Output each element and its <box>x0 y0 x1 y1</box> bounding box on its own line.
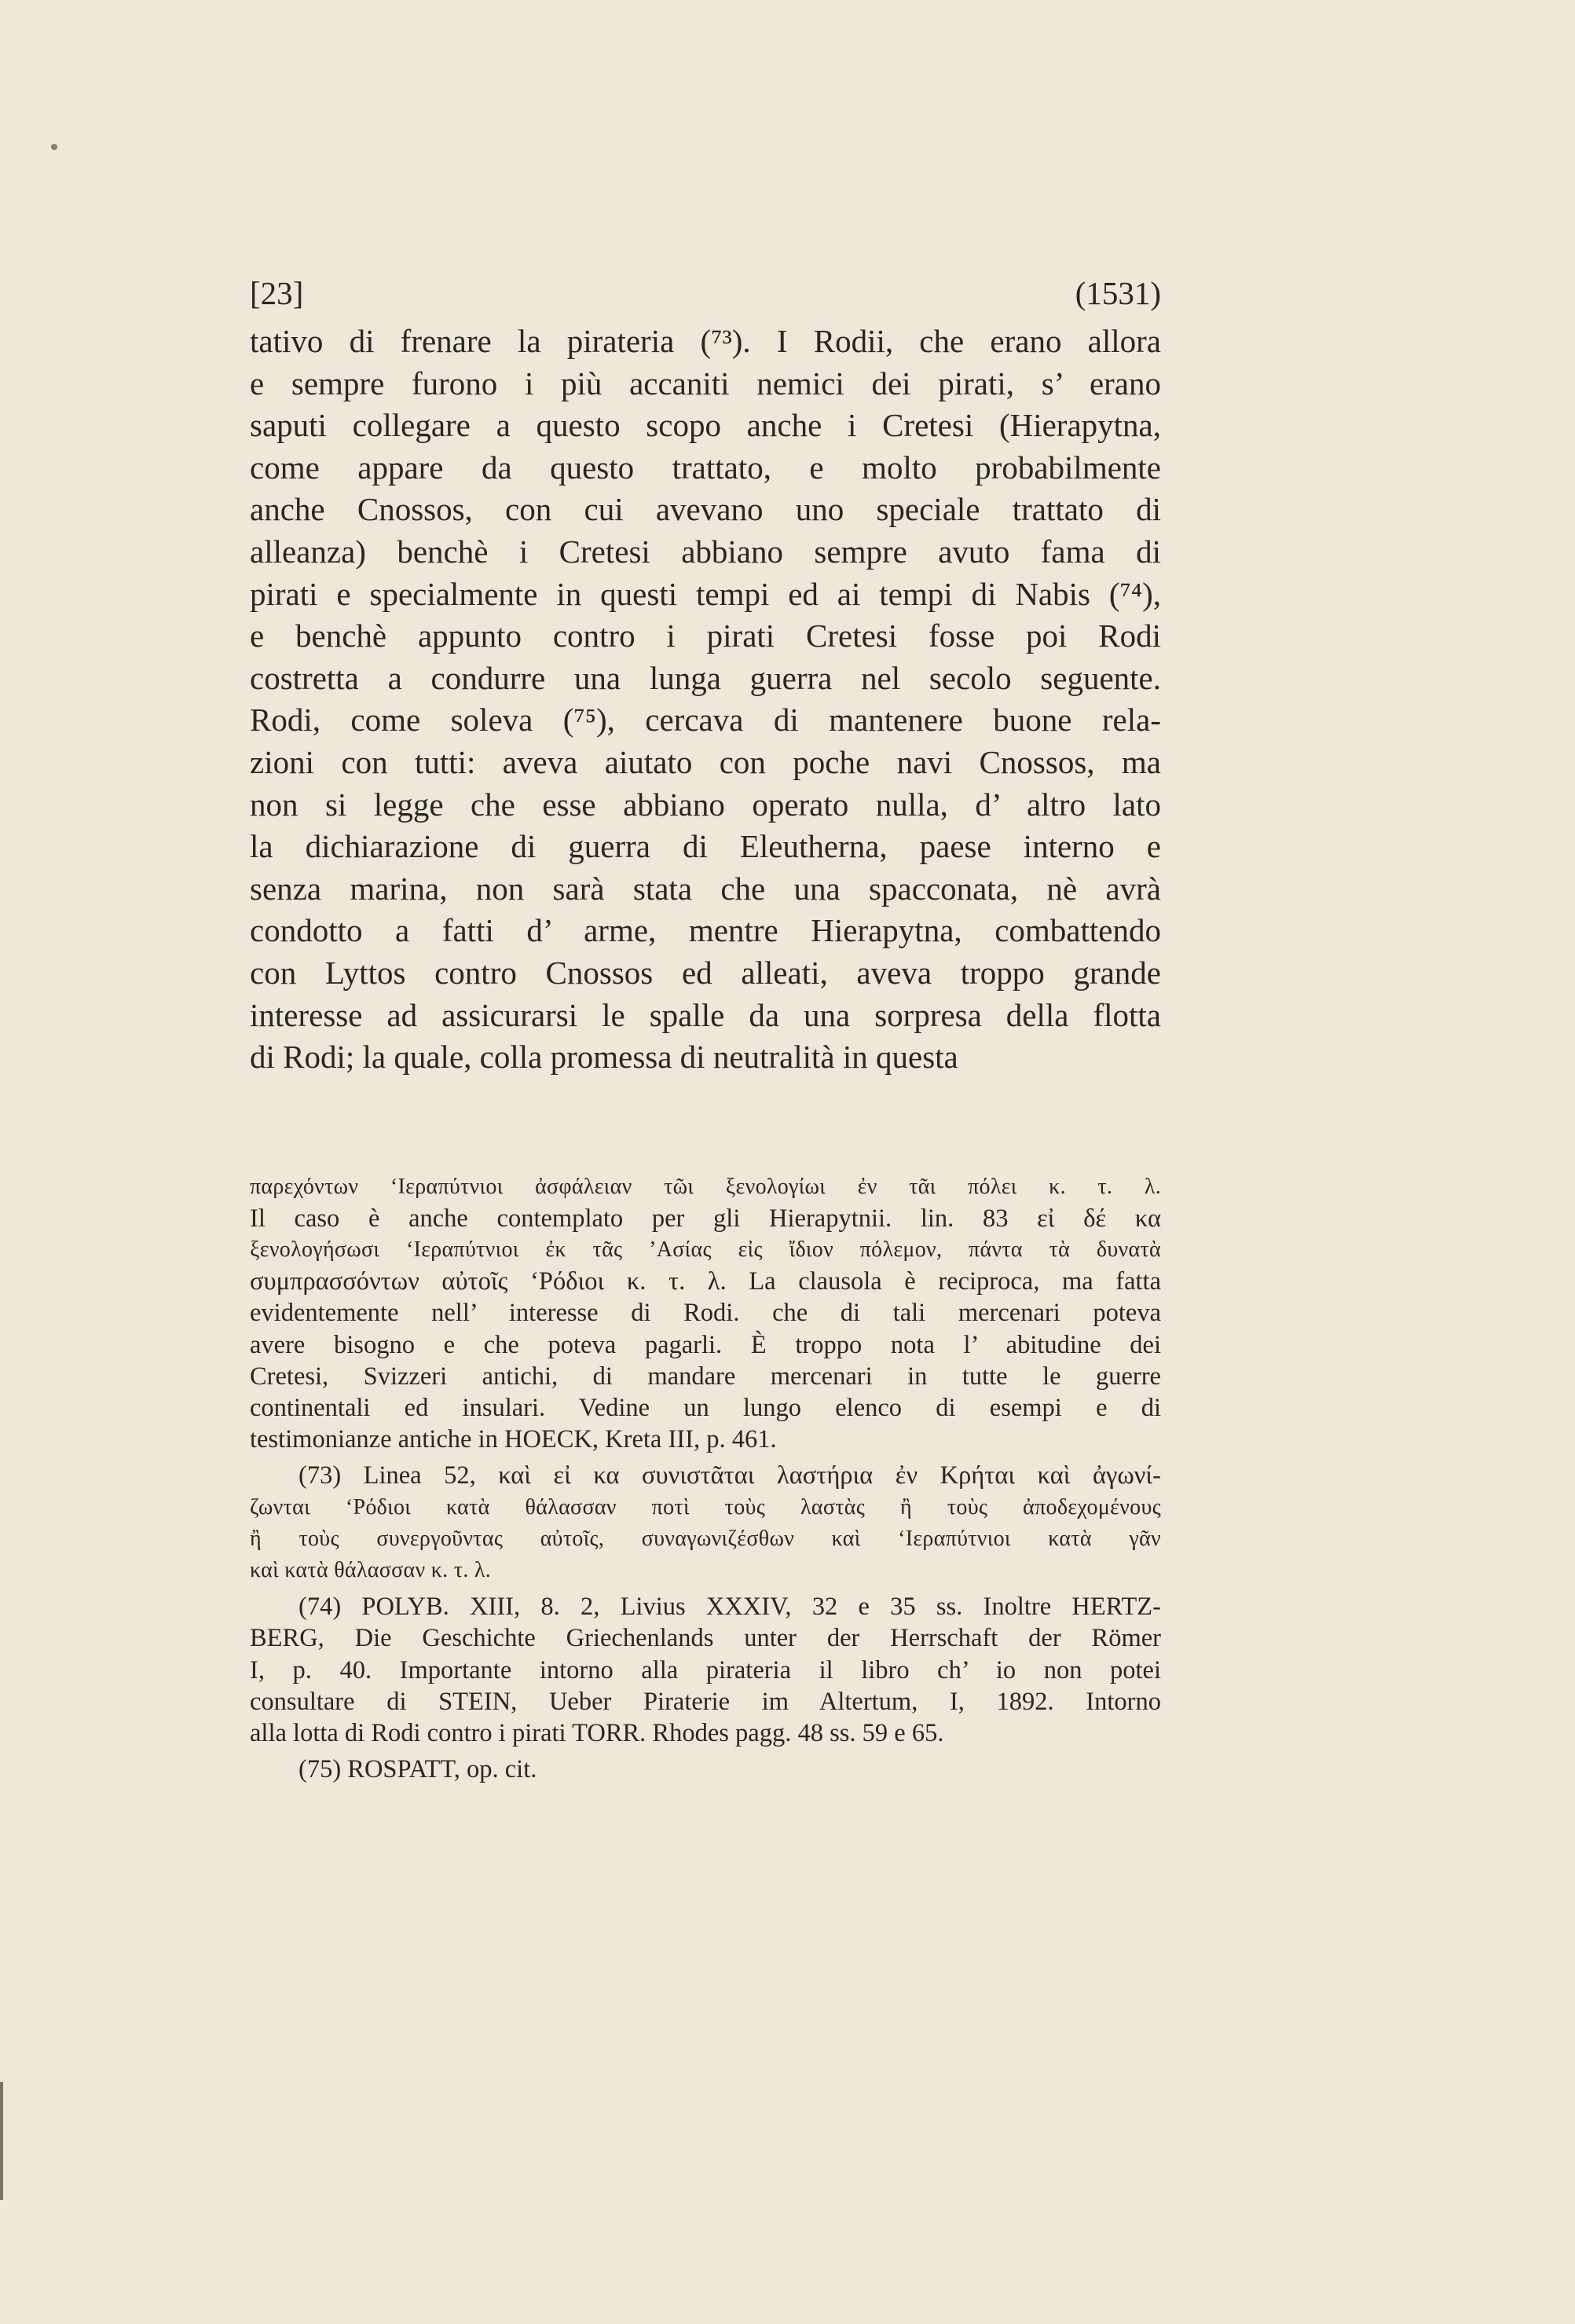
body-line: tativo di frenare la pirateria (⁷³). I Rodii, che erano allora <box>250 323 1161 359</box>
paper-stain <box>51 144 57 150</box>
body-line: con Lyttos contro Cnossos ed alleati, aveva troppo grande <box>250 954 1161 991</box>
footnote-75 <box>250 1754 1161 1785</box>
page-number-left: [23] <box>250 275 304 311</box>
body-line: di Rodi; la quale, colla promessa di neutralità in questa <box>250 1039 958 1076</box>
footnote-line: (75) ROSPATT, op. cit. <box>299 1755 537 1784</box>
footnote-continuation <box>250 1171 1161 1456</box>
footnote-line: συμπρασσόντων αὐτοῖς ‘Ρόδιοι κ. τ. λ. La clausola è reciproca, ma fatta <box>250 1267 1161 1296</box>
body-line: la dichiarazione di guerra di Eleutherna, paese interno e <box>250 828 1161 865</box>
footnote-line: I, p. 40. Importante intorno alla pirateria il libro ch’ io non potei <box>250 1655 1161 1684</box>
body-line: zioni con tutti: aveva aiutato con poche navi Cnossos, ma <box>250 743 1161 780</box>
body-line: non si legge che esse abbiano operato nulla, d’ altro lato <box>250 786 1161 823</box>
body-line: alleanza) benchè i Cretesi abbiano sempre avuto fama di <box>250 533 1161 570</box>
body-text <box>250 321 1161 1079</box>
body-line: interesse ad assicurarsi le spalle da una sorpresa della flotta <box>250 996 1161 1033</box>
body-line: anche Cnossos, con cui avevano uno speciale trattato di <box>250 491 1161 528</box>
footnote-line: (73) Linea 52, καὶ εἰ κα συνιστᾶται λαστήρια ἐν Κρήται καὶ ἀγωνί- <box>299 1461 1161 1490</box>
footnote-line: ξενολογήσωσι ‘Ιεραπύτνιοι ἐκ τᾶς ’Ασίας εἰς ἴδιον πόλεμον, πάντα τὰ δυνατὰ <box>250 1237 1161 1263</box>
body-line: Rodi, come soleva (⁷⁵), cercava di mantenere buone rela- <box>250 702 1161 739</box>
footnote-74 <box>250 1591 1161 1749</box>
body-line: e sempre furono i più accaniti nemici dei pirati, s’ erano <box>250 365 1161 401</box>
body-line: saputi collegare a questo scopo anche i Cretesi (Hierapytna, <box>250 407 1161 444</box>
footnote-line: (74) POLYB. XIII, 8. 2, Livius XXXIV, 32 e 35 ss. Inoltre HERTZ- <box>299 1593 1161 1622</box>
footnote-line: Il caso è anche contemplato per gli Hierapytnii. lin. 83 εἰ δέ κα <box>250 1204 1161 1233</box>
footnote-line: BERG, Die Geschichte Griechenlands unter der Herrschaft der Römer <box>250 1624 1161 1653</box>
footnote-line: Cretesi, Svizzeri antichi, di mandare mercenari in tutte le guerre <box>250 1362 1161 1391</box>
body-line: come appare da questo trattato, e molto probabilmente <box>250 449 1161 486</box>
footnote-line: avere bisogno e che poteva pagarli. È troppo nota l’ abitudine dei <box>250 1330 1161 1359</box>
body-line: condotto a fatti d’ arme, mentre Hierapytna, combattendo <box>250 912 1161 949</box>
footnote-line: continentali ed insulari. Vedine un lungo elenco di esempi e di <box>250 1394 1161 1422</box>
footnotes <box>250 1171 1161 1786</box>
footnote-line: ἢ τοὺς συνεργοῦντας αὐτοῖς, συναγωνιζέσθων καὶ ‘Ιεραπύτνιοι κατὰ γᾶν <box>250 1526 1161 1551</box>
body-line: e benchè appunto contro i pirati Cretesi fosse poi Rodi <box>250 618 1161 654</box>
running-header <box>250 273 1161 314</box>
body-line: costretta a condurre una lunga guerra nel secolo seguente. <box>250 659 1161 696</box>
footnote-line: testimonianze antiche in HOECK, Kreta III, p. 461. <box>250 1425 777 1454</box>
footnote-line: consultare di STEIN, Ueber Piraterie im Altertum, I, 1892. Intorno <box>250 1687 1161 1716</box>
page-content <box>250 273 1161 1785</box>
body-line: senza marina, non sarà stata che una spacconata, nè avrà <box>250 870 1161 907</box>
footnote-73 <box>250 1460 1161 1586</box>
binding-edge <box>0 2082 3 2200</box>
footnote-line: παρεχόντων ‘Ιεραπύτνιοι ἀσφάλειαν τῶι ξενολογίωι ἐν τᾶι πόλει κ. τ. λ. <box>250 1174 1161 1199</box>
body-line: pirati e specialmente in questi tempi ed ai tempi di Nabis (⁷⁴), <box>250 575 1161 612</box>
footnote-line: evidentemente nell’ interesse di Rodi. che di tali mercenari poteva <box>250 1299 1161 1328</box>
page-number-right: (1531) <box>1075 275 1161 311</box>
footnote-line: ζωνται ‘Ρόδιοι κατὰ θάλασσαν ποτὶ τοὺς λαστὰς ἢ τοὺς ἀποδεχομένους <box>250 1494 1161 1519</box>
footnote-line: alla lotta di Rodi contro i pirati TORR. Rhodes pagg. 48 ss. 59 e 65. <box>250 1718 944 1747</box>
footnote-line: καὶ κατὰ θάλασσαν κ. τ. λ. <box>250 1557 492 1582</box>
